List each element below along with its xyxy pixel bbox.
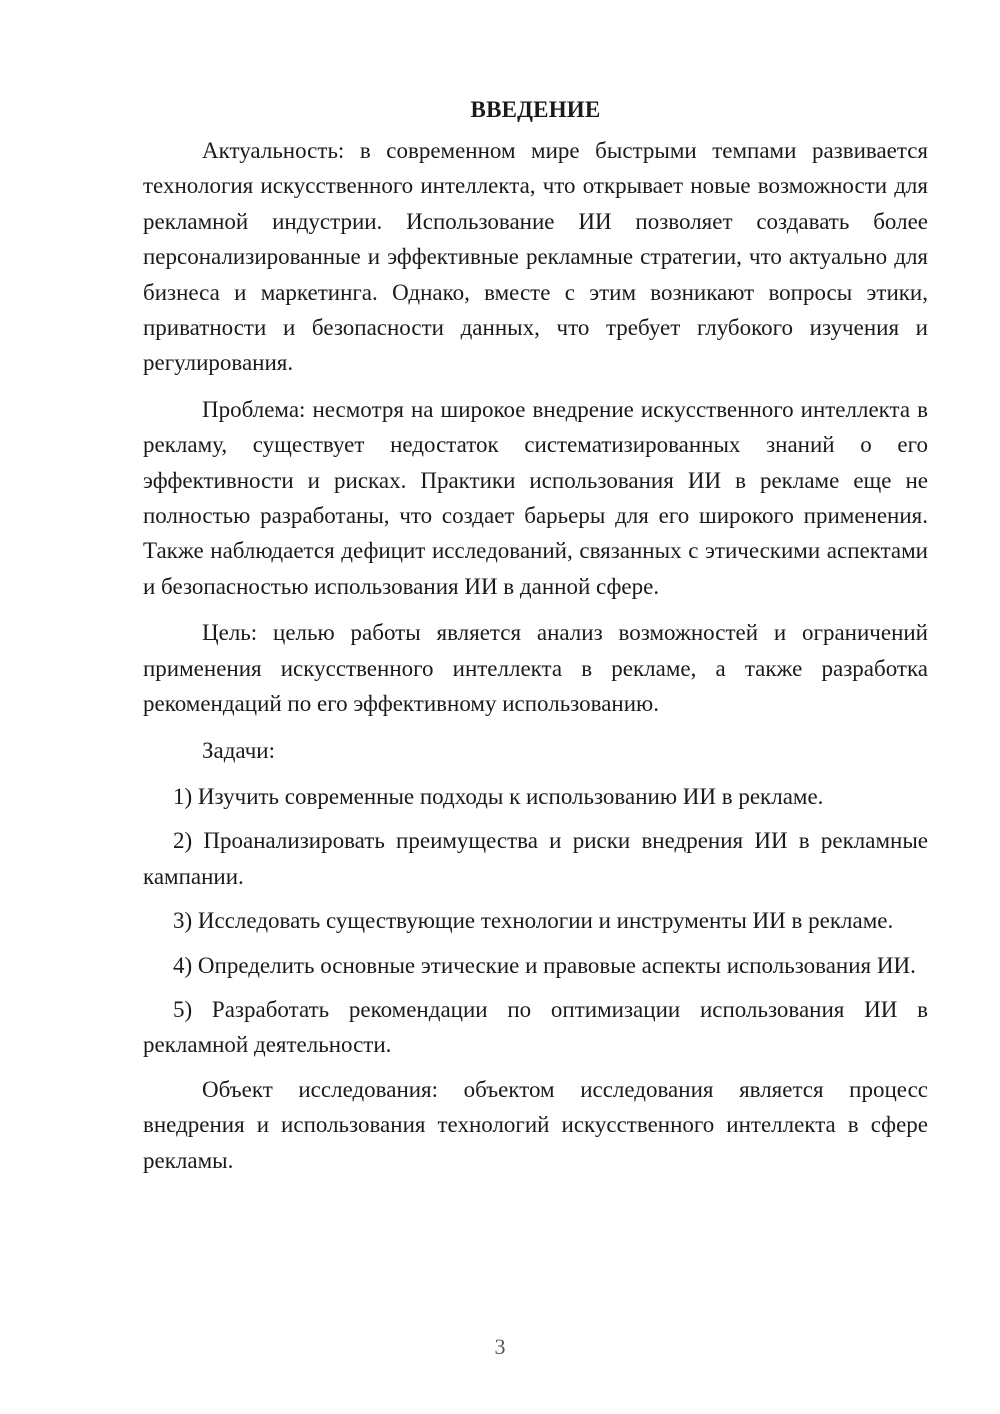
list-item: 3) Исследовать существующие технологии и инструменты ИИ в рекламе. [173,908,894,934]
page-content [143,92,928,1189]
list-item: 4) Определить основные этические и правовые аспекты использования ИИ. [173,952,916,978]
tasks-title: Задачи: [202,737,275,763]
paragraph-goal: Цель: целью работы является анализ возможностей и ограничений применения искусственного интеллекта в рекламе, а также разработка рекомендаций по его эффективному использованию. [143,620,928,717]
tasks-list [143,779,928,1063]
list-item: 2) Проанализировать преимущества и риски внедрения ИИ в рекламные кампании. [143,828,928,889]
list-item: 1) Изучить современные подходы к использованию ИИ в рекламе. [173,783,824,809]
page-title: ВВЕДЕНИЕ [470,97,601,122]
paragraph-relevance: Актуальность: в современном мире быстрыми темпами развивается технология искусственного интеллекта, что открывает новые возможности для рекламной индустрии. Использование ИИ позволяет создавать более персонализированные и эффективные рекламные стратегии, что актуально для бизнеса и маркетинга. Однако, вместе с этим возникают вопросы этики, приватности и безопасности данных, что требует глубокого изучения и регулирования. [143,138,928,376]
page-number: 3 [494,1334,506,1359]
paragraph-object: Объект исследования: объектом исследования является процесс внедрения и использования технологий искусственного интеллекта в сфере рекламы. [143,1076,928,1173]
list-item: 5) Разработать рекомендации по оптимизации использования ИИ в рекламной деятельности. [143,996,928,1058]
paragraph-problem: Проблема: несмотря на широкое внедрение искусственного интеллекта в рекламу, существует недостаток систематизированных знаний о его эффективности и рисках. Практики использования ИИ в рекламе еще не полностью разработаны, что создает барьеры для его широкого применения. Также наблюдается дефицит исследований, связанных с этическими аспектами и безопасностью использования ИИ в данной сфере. [143,396,928,599]
